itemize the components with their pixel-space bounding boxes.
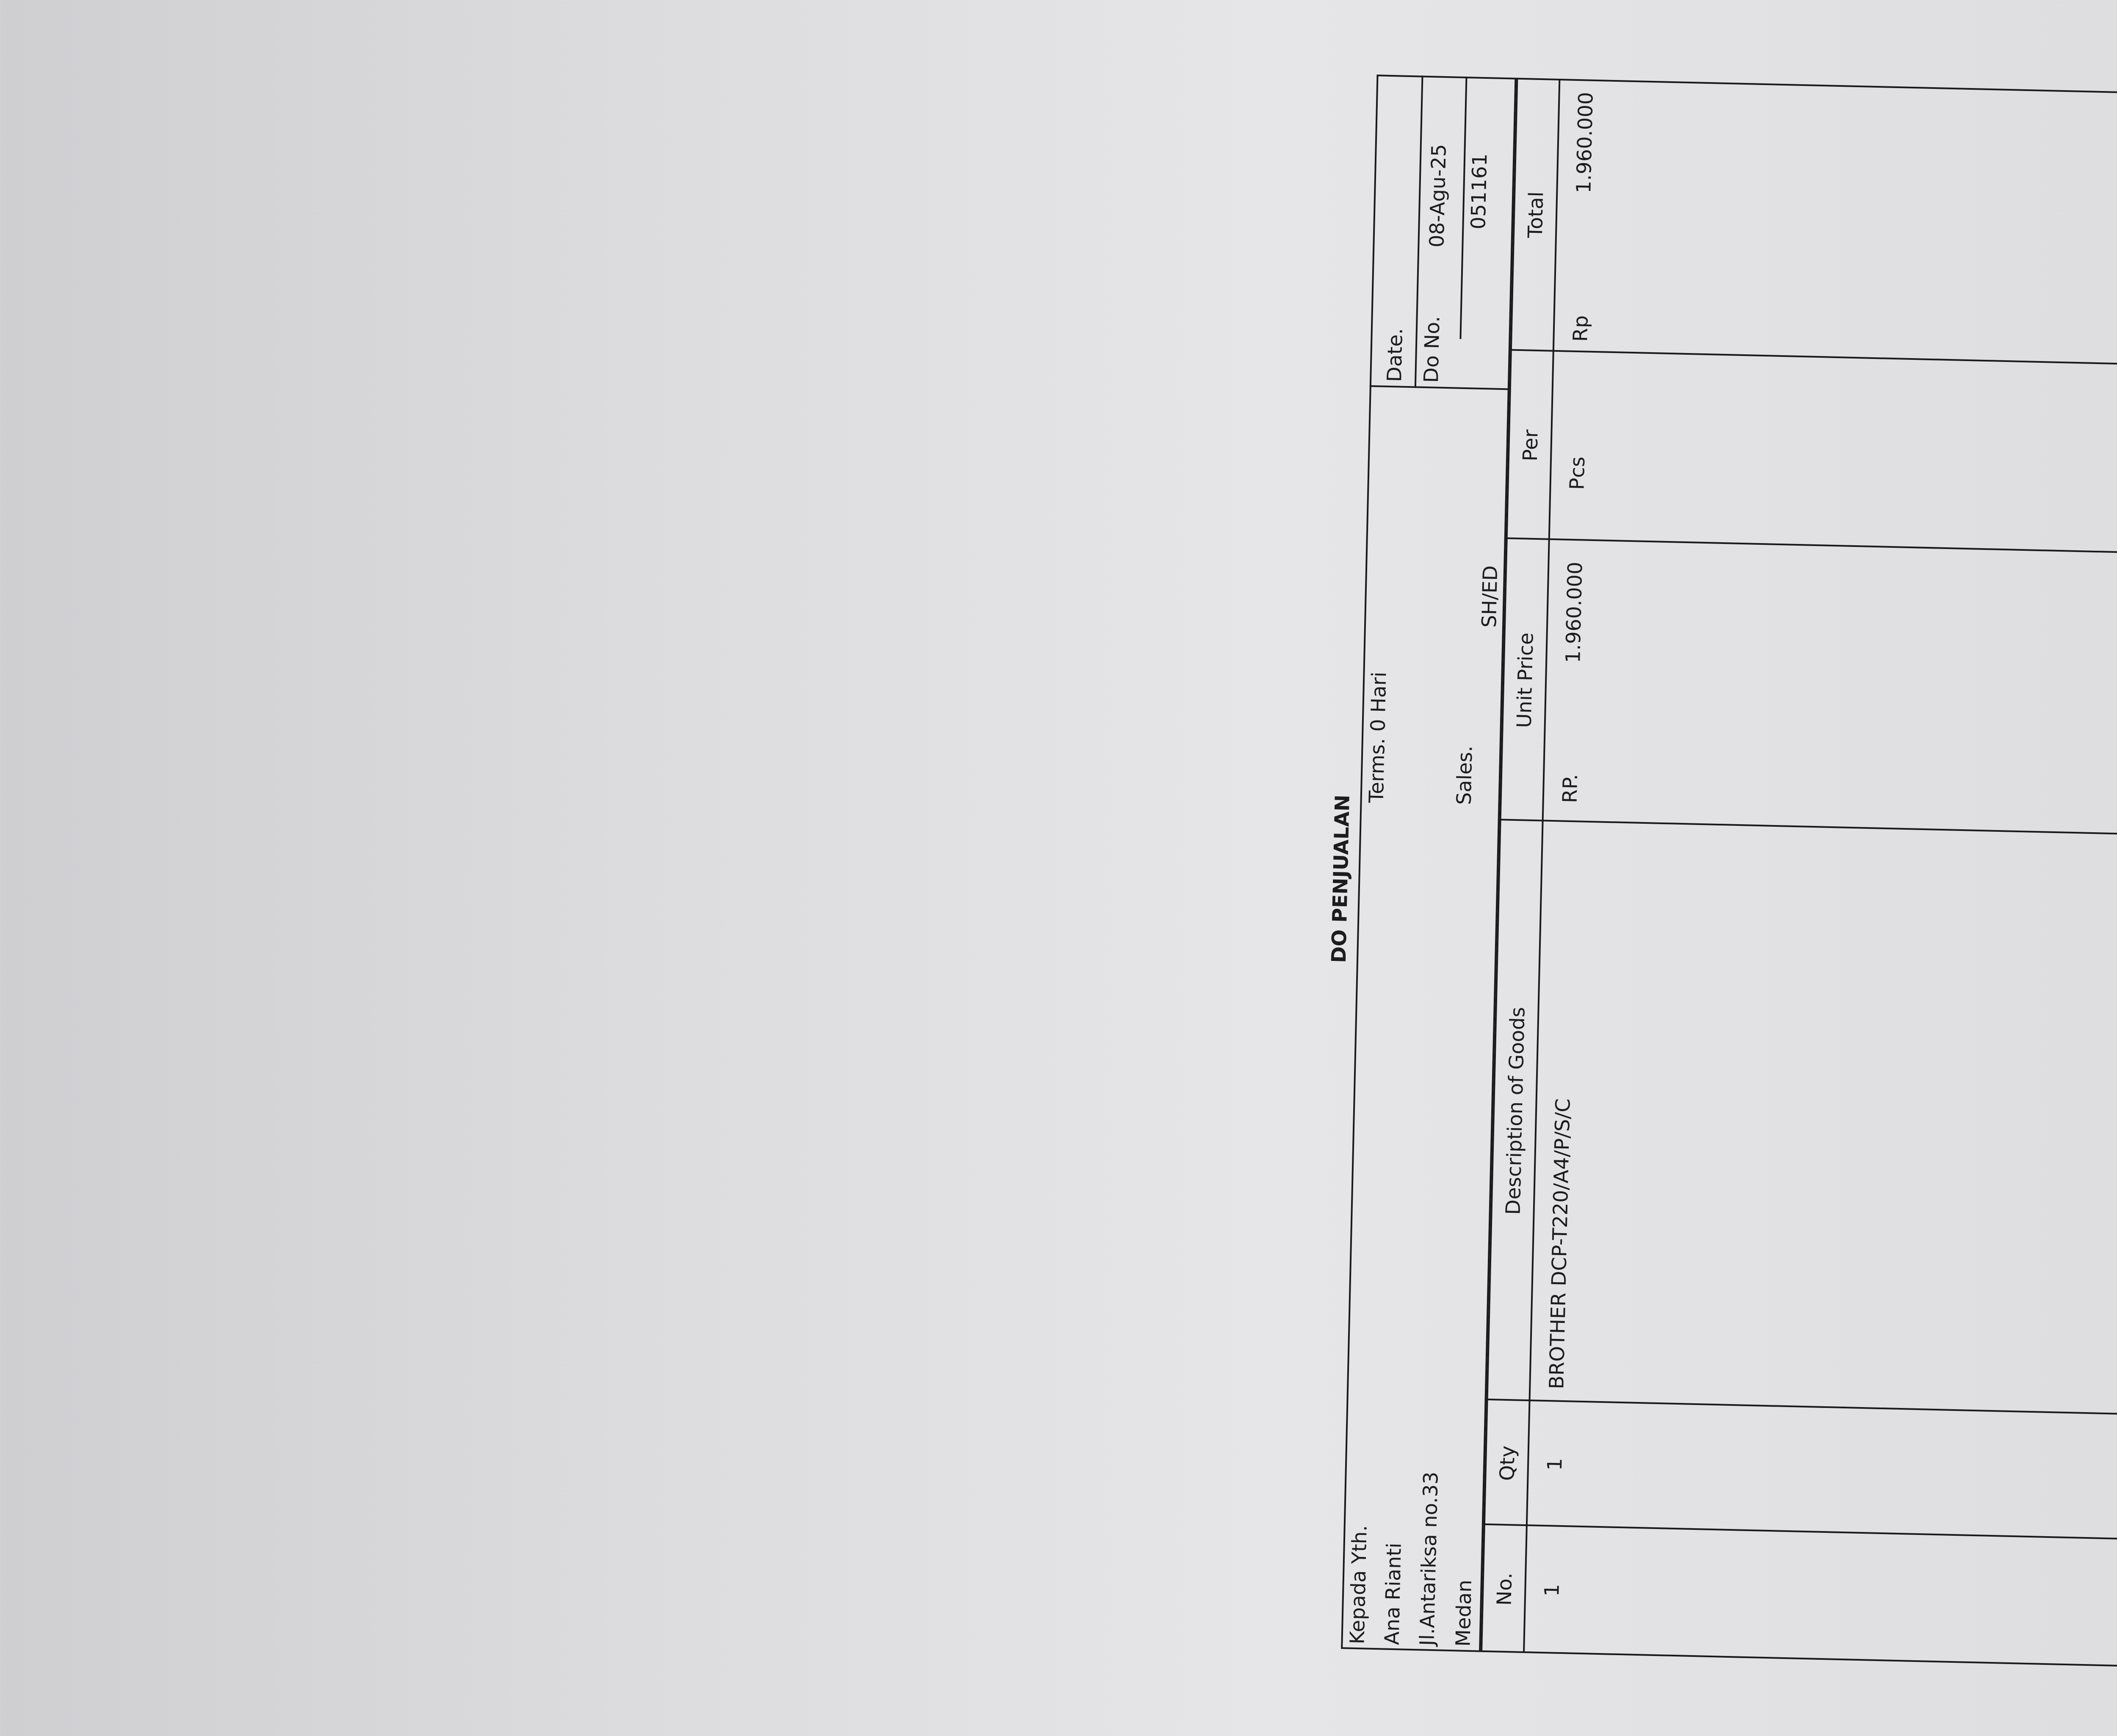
do-no-value: 051161 (1467, 153, 1492, 230)
row-currency: RP. (1558, 773, 1583, 803)
header-unit-price: Unit Price (1512, 632, 1538, 729)
row-unit-price: 1.960.000 (1561, 561, 1587, 663)
header-per: Per (1518, 429, 1543, 462)
sh-ed-label: SH/ED (1477, 565, 1503, 628)
recipient-name: Ana Rianti (1380, 1542, 1406, 1645)
header-description: Description of Goods (1501, 1007, 1530, 1215)
row-total-currency: Rp (1569, 315, 1593, 342)
header-no: No. (1492, 1572, 1517, 1606)
row-description: BROTHER DCP-T220/A4/P/S/C (1545, 1098, 1575, 1390)
date-value: 08-Agu-25 (1425, 144, 1451, 248)
header-qty: Qty (1495, 1445, 1520, 1481)
date-label: Date. (1383, 328, 1407, 382)
row-per: Pcs (1565, 456, 1590, 490)
row-no: 1 (1540, 1583, 1564, 1597)
row-total: 1.960.000 (1572, 91, 1598, 194)
do-no-label: Do No. (1420, 315, 1445, 383)
header-total: Total (1523, 191, 1548, 238)
sales-label: Sales. (1452, 745, 1477, 805)
recipient-address: Jl.Antariksa no.33 (1415, 1471, 1443, 1646)
terms-text: Terms. 0 Hari (1365, 671, 1391, 803)
row-qty: 1 (1543, 1457, 1567, 1471)
delivery-order-sheet (1280, 0, 2117, 1736)
recipient-label: Kepada Yth. (1346, 1525, 1372, 1645)
recipient-city: Medan (1451, 1579, 1476, 1647)
document-title: DO PENJUALAN (1327, 794, 1354, 963)
